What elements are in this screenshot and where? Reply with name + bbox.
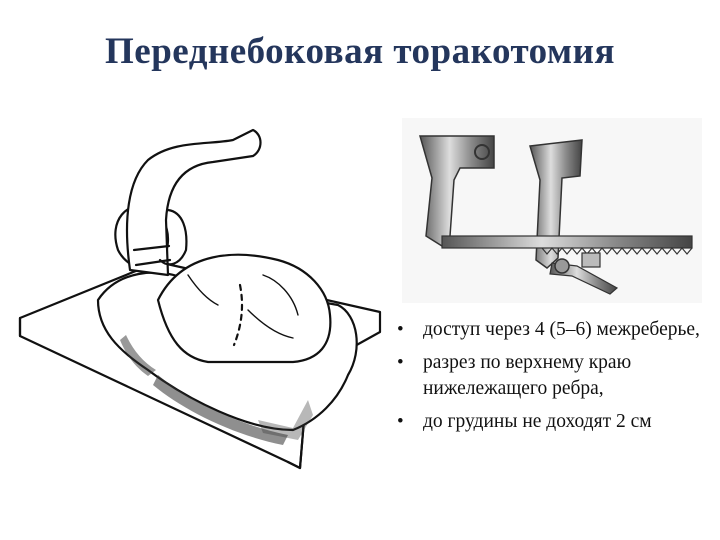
bullet-item: • до грудины не доходят 2 см xyxy=(393,409,715,435)
rib-spreader-image xyxy=(402,118,702,303)
patient-positioning-illustration xyxy=(8,100,388,500)
slide-title: Переднебоковая торакотомия xyxy=(105,31,615,72)
bullet-list xyxy=(393,317,715,442)
bullet-item: • разрез по верхнему краю нижележащего ребра, xyxy=(393,350,715,402)
bullet-item: • доступ через 4 (5–6) межреберье, xyxy=(393,317,715,343)
